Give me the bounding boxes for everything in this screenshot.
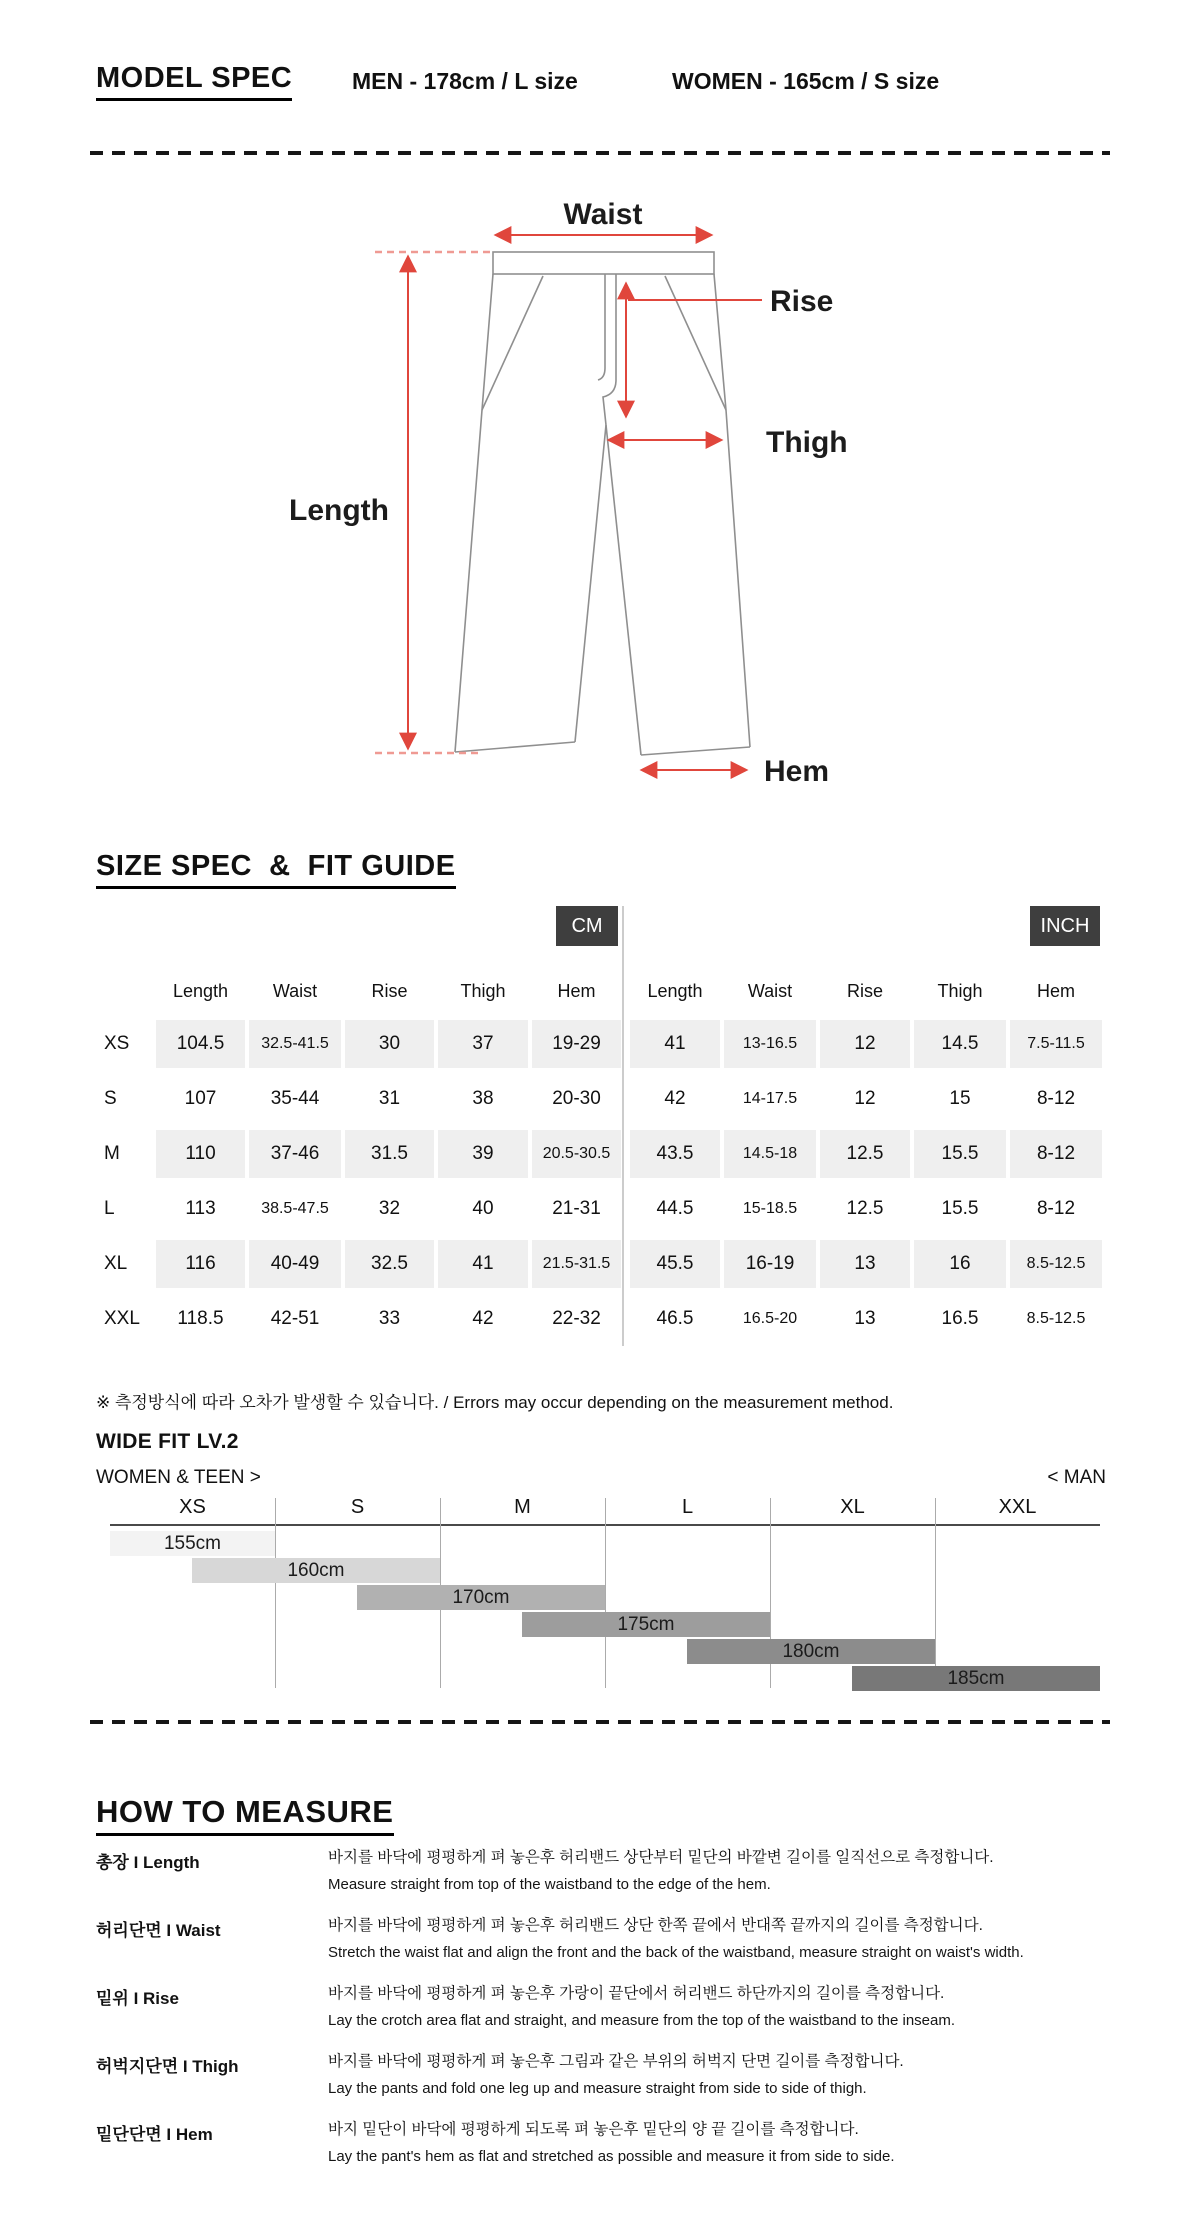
fly-seam bbox=[598, 274, 605, 380]
table-cell: 21.5-31.5 bbox=[532, 1240, 621, 1288]
inch-unit-badge: INCH bbox=[1030, 906, 1100, 946]
chart-column-divider bbox=[275, 1498, 276, 1688]
table-cell: 22-32 bbox=[552, 1308, 601, 1329]
measure-desc-kr: 바지를 바닥에 평평하게 펴 놓은후 가랑이 끝단에서 허리밴드 하단까지의 길이를 측정합니다. bbox=[328, 1985, 945, 2002]
chart-size-header: L bbox=[681, 1496, 694, 1518]
fit-guide-women-teen-label: WOMEN & TEEN > bbox=[96, 1467, 261, 1488]
table-cell: 32 bbox=[378, 1198, 401, 1219]
chart-column-divider bbox=[605, 1498, 606, 1688]
how-to-measure-title: HOW TO MEASURE bbox=[96, 1794, 394, 1836]
row-label: L bbox=[104, 1198, 115, 1219]
measure-label: 허리단면 I Waist bbox=[96, 1921, 221, 1940]
measure-desc-en: Measure straight from top of the waistband to the edge of the hem. bbox=[328, 1876, 771, 1893]
table-cell: 8-12 bbox=[1010, 1130, 1102, 1178]
table-cell: 12 bbox=[854, 1088, 876, 1109]
table-cell: 38 bbox=[472, 1088, 494, 1109]
table-cell: 44.5 bbox=[656, 1198, 694, 1219]
inch-table bbox=[630, 1020, 1102, 1343]
table-cell: 33 bbox=[378, 1308, 401, 1329]
table-cell: 12.5 bbox=[846, 1198, 884, 1219]
column-header: Rise bbox=[846, 980, 883, 1001]
table-cell: 32.5 bbox=[345, 1240, 434, 1288]
table-cell: 118.5 bbox=[177, 1308, 224, 1329]
fit-guide-title: WIDE FIT LV.2 bbox=[96, 1430, 239, 1453]
fit-guide-man-label: < MAN bbox=[1047, 1467, 1106, 1488]
size-spec-title: SIZE SPEC & FIT GUIDE bbox=[96, 850, 456, 889]
chart-size-header: XL bbox=[840, 1496, 865, 1518]
pocket-seam-right bbox=[665, 276, 726, 410]
table-cell: 40 bbox=[472, 1198, 494, 1219]
waist-label: Waist bbox=[563, 198, 643, 231]
table-cell: 40-49 bbox=[249, 1240, 341, 1288]
table-cell: 12.5 bbox=[820, 1130, 910, 1178]
row-label: XXL bbox=[104, 1308, 140, 1329]
column-header: Length bbox=[172, 980, 229, 1001]
column-header: Thigh bbox=[460, 980, 506, 1001]
table-cell: 15-18.5 bbox=[742, 1200, 798, 1217]
cm-table-header bbox=[96, 976, 621, 1006]
cm-unit-badge: CM bbox=[556, 906, 618, 946]
rise-label: Rise bbox=[770, 285, 834, 318]
table-cell: 16.5-20 bbox=[742, 1310, 798, 1327]
measure-desc-kr: 바지를 바닥에 평평하게 펴 놓은후 그림과 같은 부위의 허벅지 단면 길이를 측정합니다. bbox=[328, 2053, 904, 2070]
table-cell: 41 bbox=[438, 1240, 528, 1288]
table-cell: 37-46 bbox=[249, 1130, 341, 1178]
table-cell: 16 bbox=[914, 1240, 1006, 1288]
thigh-label: Thigh bbox=[766, 426, 848, 459]
column-header: Length bbox=[647, 980, 703, 1001]
table-cell: 30 bbox=[345, 1020, 434, 1068]
measure-desc-en: Lay the pants and fold one leg up and measure straight from side to side of thigh. bbox=[328, 2080, 867, 2097]
table-cell: 42 bbox=[472, 1308, 494, 1329]
model-spec-women: WOMEN - 165cm / S size bbox=[672, 68, 940, 94]
height-bar-185: 185cm bbox=[852, 1666, 1100, 1691]
table-cell: 15.5 bbox=[914, 1130, 1006, 1178]
row-label: M bbox=[104, 1143, 120, 1164]
model-spec-title: MODEL SPEC bbox=[96, 62, 292, 101]
table-cell: 37 bbox=[438, 1020, 528, 1068]
table-cell: 113 bbox=[185, 1198, 216, 1219]
table-cell: 46.5 bbox=[656, 1308, 694, 1329]
measure-desc-en: Stretch the waist flat and align the front and the back of the waistband, measure straight on waist's width. bbox=[328, 1944, 1024, 1961]
measure-desc-en: Lay the pant's hem as flat and stretched as possible and measure it from side to side. bbox=[328, 2148, 895, 2165]
table-cell: 32.5-41.5 bbox=[249, 1020, 341, 1068]
table-cell: 38.5-47.5 bbox=[261, 1200, 329, 1217]
dashed-divider-bottom bbox=[90, 1720, 1110, 1724]
table-cell: 8.5-12.5 bbox=[1010, 1240, 1102, 1288]
pants-measure-diagram bbox=[0, 140, 1200, 820]
table-cell: 15 bbox=[949, 1088, 971, 1109]
inch-table-header bbox=[630, 976, 1102, 1006]
table-cell: 13 bbox=[820, 1240, 910, 1288]
column-header: Thigh bbox=[937, 980, 983, 1001]
row-label: XL bbox=[104, 1253, 128, 1274]
table-cell: 8-12 bbox=[1036, 1198, 1076, 1219]
height-bar-170: 170cm bbox=[357, 1585, 605, 1610]
hem-label: Hem bbox=[764, 755, 830, 788]
table-cell: 35-44 bbox=[270, 1088, 320, 1109]
cm-table bbox=[96, 1020, 621, 1343]
table-cell: 20.5-30.5 bbox=[532, 1130, 621, 1178]
table-cell: 110 bbox=[156, 1130, 245, 1178]
table-cell: 7.5-11.5 bbox=[1010, 1020, 1102, 1068]
table-cell: 20-30 bbox=[552, 1088, 601, 1109]
column-header: Hem bbox=[557, 980, 596, 1001]
fit-guide-chart bbox=[110, 1494, 1100, 1694]
table-cell: 13-16.5 bbox=[724, 1020, 816, 1068]
table-cell: 16.5 bbox=[941, 1308, 979, 1329]
table-cell: 12 bbox=[820, 1020, 910, 1068]
table-cell: 15.5 bbox=[941, 1198, 979, 1219]
table-cell: 31.5 bbox=[345, 1130, 434, 1178]
chart-size-header: XXL bbox=[998, 1496, 1037, 1518]
table-cell: 116 bbox=[156, 1240, 245, 1288]
table-divider bbox=[622, 906, 624, 1346]
chart-size-header: S bbox=[350, 1496, 365, 1518]
measure-desc-en: Lay the crotch area flat and straight, and measure from the top of the waistband to the inseam. bbox=[328, 2012, 956, 2029]
table-cell: 16-19 bbox=[724, 1240, 816, 1288]
table-cell: 42 bbox=[664, 1088, 686, 1109]
table-cell: 21-31 bbox=[552, 1198, 601, 1219]
table-cell: 41 bbox=[630, 1020, 720, 1068]
measure-label: 밑위 I Rise bbox=[96, 1989, 179, 2008]
length-label: Length bbox=[289, 494, 389, 527]
chart-size-header: M bbox=[514, 1496, 531, 1518]
table-cell: 14-17.5 bbox=[742, 1090, 798, 1107]
table-cell: 42-51 bbox=[270, 1308, 320, 1329]
measure-desc-kr: 바지를 바닥에 평평하게 펴 놓은후 허리밴드 상단부터 밑단의 바깥변 길이를 일직선으로 측정합니다. bbox=[328, 1849, 994, 1866]
table-cell: 8.5-12.5 bbox=[1026, 1310, 1086, 1327]
model-spec-men: MEN - 178cm / L size bbox=[352, 68, 578, 94]
table-cell: 45.5 bbox=[630, 1240, 720, 1288]
column-header: Rise bbox=[371, 980, 408, 1001]
table-cell: 107 bbox=[184, 1088, 217, 1109]
table-cell: 43.5 bbox=[630, 1130, 720, 1178]
table-cell: 14.5 bbox=[914, 1020, 1006, 1068]
row-label: XS bbox=[104, 1033, 130, 1054]
height-bar-160: 160cm bbox=[192, 1558, 440, 1583]
measure-desc-kr: 바지를 바닥에 평평하게 펴 놓은후 허리밴드 상단 한쪽 끝에서 반대쪽 끝까지의 길이를 측정합니다. bbox=[328, 1917, 983, 1934]
table-cell: 19-29 bbox=[532, 1020, 621, 1068]
pants-outline bbox=[455, 252, 750, 755]
height-bar-175: 175cm bbox=[522, 1612, 770, 1637]
table-cell: 31 bbox=[378, 1088, 401, 1109]
column-header: Waist bbox=[272, 980, 318, 1001]
chart-size-header: XS bbox=[179, 1496, 206, 1518]
table-cell: 8-12 bbox=[1036, 1088, 1076, 1109]
table-cell: 13 bbox=[854, 1308, 876, 1329]
row-label: S bbox=[104, 1088, 117, 1109]
measurement-note: ※ 측정방식에 따라 오차가 발생할 수 있습니다. / Errors may occur depending on the measurement method. bbox=[96, 1393, 894, 1412]
column-header: Waist bbox=[747, 980, 793, 1001]
measure-label: 밑단단면 I Hem bbox=[96, 2125, 213, 2144]
chart-column-divider bbox=[935, 1498, 936, 1688]
table-cell: 14.5-18 bbox=[724, 1130, 816, 1178]
height-bar-180: 180cm bbox=[687, 1639, 935, 1664]
measure-label: 허벅지단면 I Thigh bbox=[96, 2057, 239, 2076]
table-cell: 104.5 bbox=[156, 1020, 245, 1068]
table-cell: 39 bbox=[438, 1130, 528, 1178]
measure-label: 총장 I Length bbox=[96, 1853, 200, 1872]
height-bar-155: 155cm bbox=[110, 1531, 275, 1556]
column-header: Hem bbox=[1036, 980, 1075, 1001]
measure-desc-kr: 바지 밑단이 바닥에 평평하게 되도록 펴 놓은후 밑단의 양 끝 길이를 측정합니다. bbox=[328, 2121, 859, 2138]
